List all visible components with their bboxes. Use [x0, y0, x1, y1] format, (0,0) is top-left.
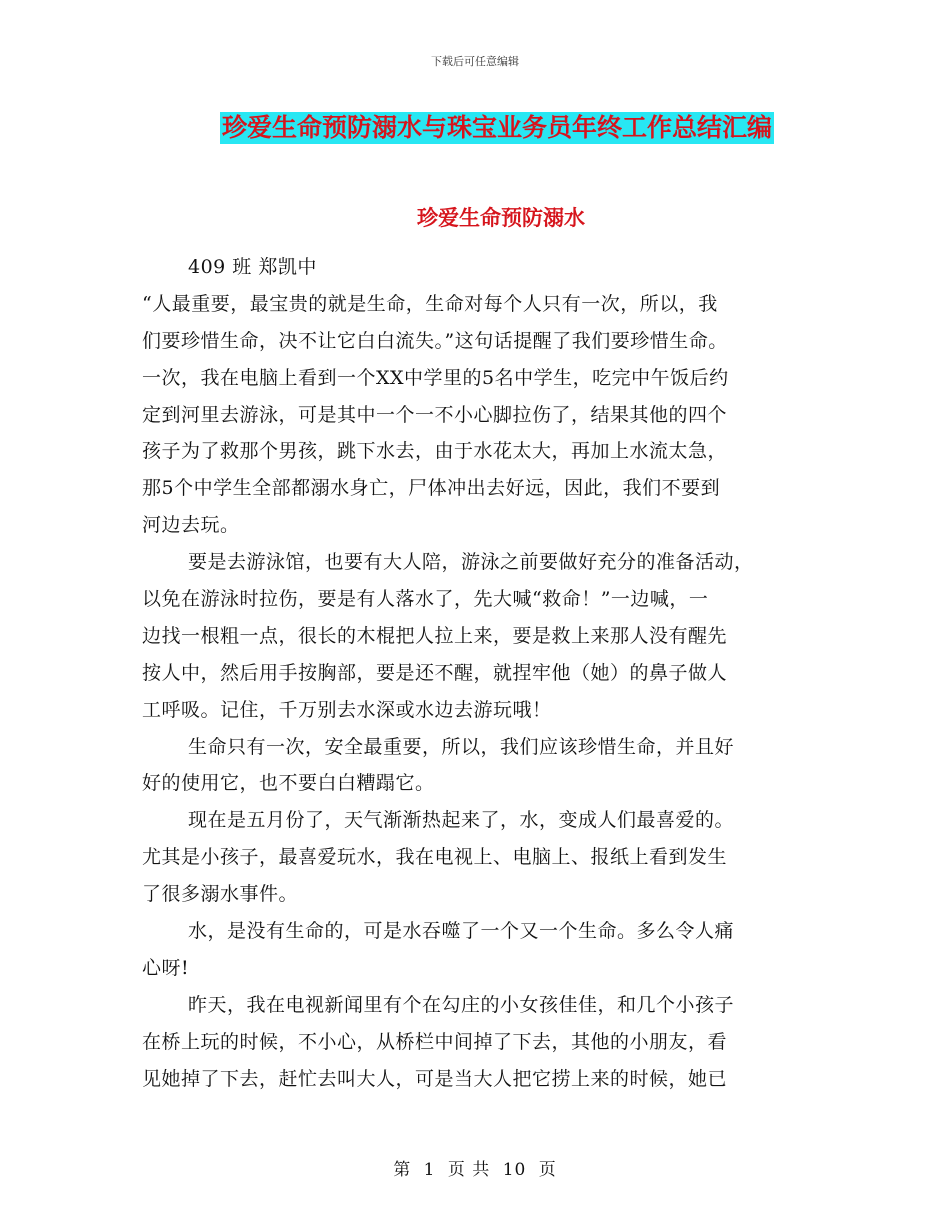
text-line: 定到河里去游泳，可是其中一个一不小心脚拉伤了，结果其他的四个 [142, 403, 728, 426]
text-line: 尤其是小孩子，最喜爱玩水，我在电视上、电脑上、报纸上看到发生 [142, 846, 728, 869]
text-line: 按人中，然后用手按胸部，要是还不醒，就捏牢他（她）的鼻子做人 [142, 661, 728, 684]
footer-middle: 页 共 [447, 1160, 491, 1180]
text-line: 要是去游泳馆，也要有大人陪，游泳之前要做好充分的准备活动， [188, 551, 754, 574]
text-line: 边找一根粗一点，很长的木棍把人拉上来，要是救上来那人没有醒先 [142, 624, 728, 647]
text-line: 们要珍惜生命，决不让它白白流失。”这句话提醒了我们要珍惜生命。 [142, 329, 728, 352]
text-line: 一次，我在电脑上看到一个XX中学里的5名中学生，吃完中午饭后约 [142, 366, 729, 389]
section-title: 珍爱生命预防溺水 [417, 206, 585, 230]
text-line: 孩子为了救那个男孩，跳下水去，由于水花太大，再加上水流太急， [142, 440, 728, 463]
text-line: “人最重要，最宝贵的就是生命，生命对每个人只有一次，所以，我 [142, 292, 718, 315]
page-number: 1 [423, 1160, 436, 1180]
page-footer [0, 1155, 950, 1180]
text-line: 生命只有一次，安全最重要，所以，我们应该珍惜生命，并且好 [188, 735, 735, 758]
header-note: 下载后可任意编辑 [431, 55, 519, 68]
document-title-wrap [0, 112, 950, 144]
footer-suffix: 页 [538, 1160, 557, 1180]
document-title: 珍爱生命预防溺水与珠宝业务员年终工作总结汇编 [221, 113, 772, 142]
text-line: 409 班 郑凯中 [188, 256, 317, 278]
text-line: 昨天，我在电视新闻里有个在勾庄的小女孩佳佳，和几个小孩子 [188, 993, 735, 1016]
text-line: 水，是没有生命的，可是水吞噬了一个又一个生命。多么令人痛 [188, 920, 735, 943]
text-line: 好的使用它，也不要白白糟蹋它。 [142, 772, 435, 795]
text-line: 那5个中学生全部都溺水身亡，尸体冲出去好远，因此，我们不要到 [142, 477, 721, 500]
text-line: 见她掉了下去，赶忙去叫大人，可是当大人把它捞上来的时候，她已 [142, 1067, 728, 1090]
page-total: 10 [502, 1160, 527, 1180]
text-line: 现在是五月份了，天气渐渐热起来了，水，变成人们最喜爱的。 [188, 809, 735, 832]
text-line: 工呼吸。记住，千万别去水深或水边去游玩哦！ [142, 698, 552, 721]
article-body [142, 249, 810, 1097]
footer-prefix: 第 [393, 1160, 412, 1180]
text-line: 心呀! [142, 956, 190, 979]
text-line: 以免在游泳时拉伤，要是有人落水了，先大喊“救命！”一边喊，一 [142, 588, 709, 611]
text-line: 了很多溺水事件。 [142, 883, 299, 906]
text-line: 河边去玩。 [142, 514, 240, 537]
text-line: 在桥上玩的时候，不小心，从桥栏中间掉了下去，其他的小朋友，看 [142, 1030, 728, 1053]
